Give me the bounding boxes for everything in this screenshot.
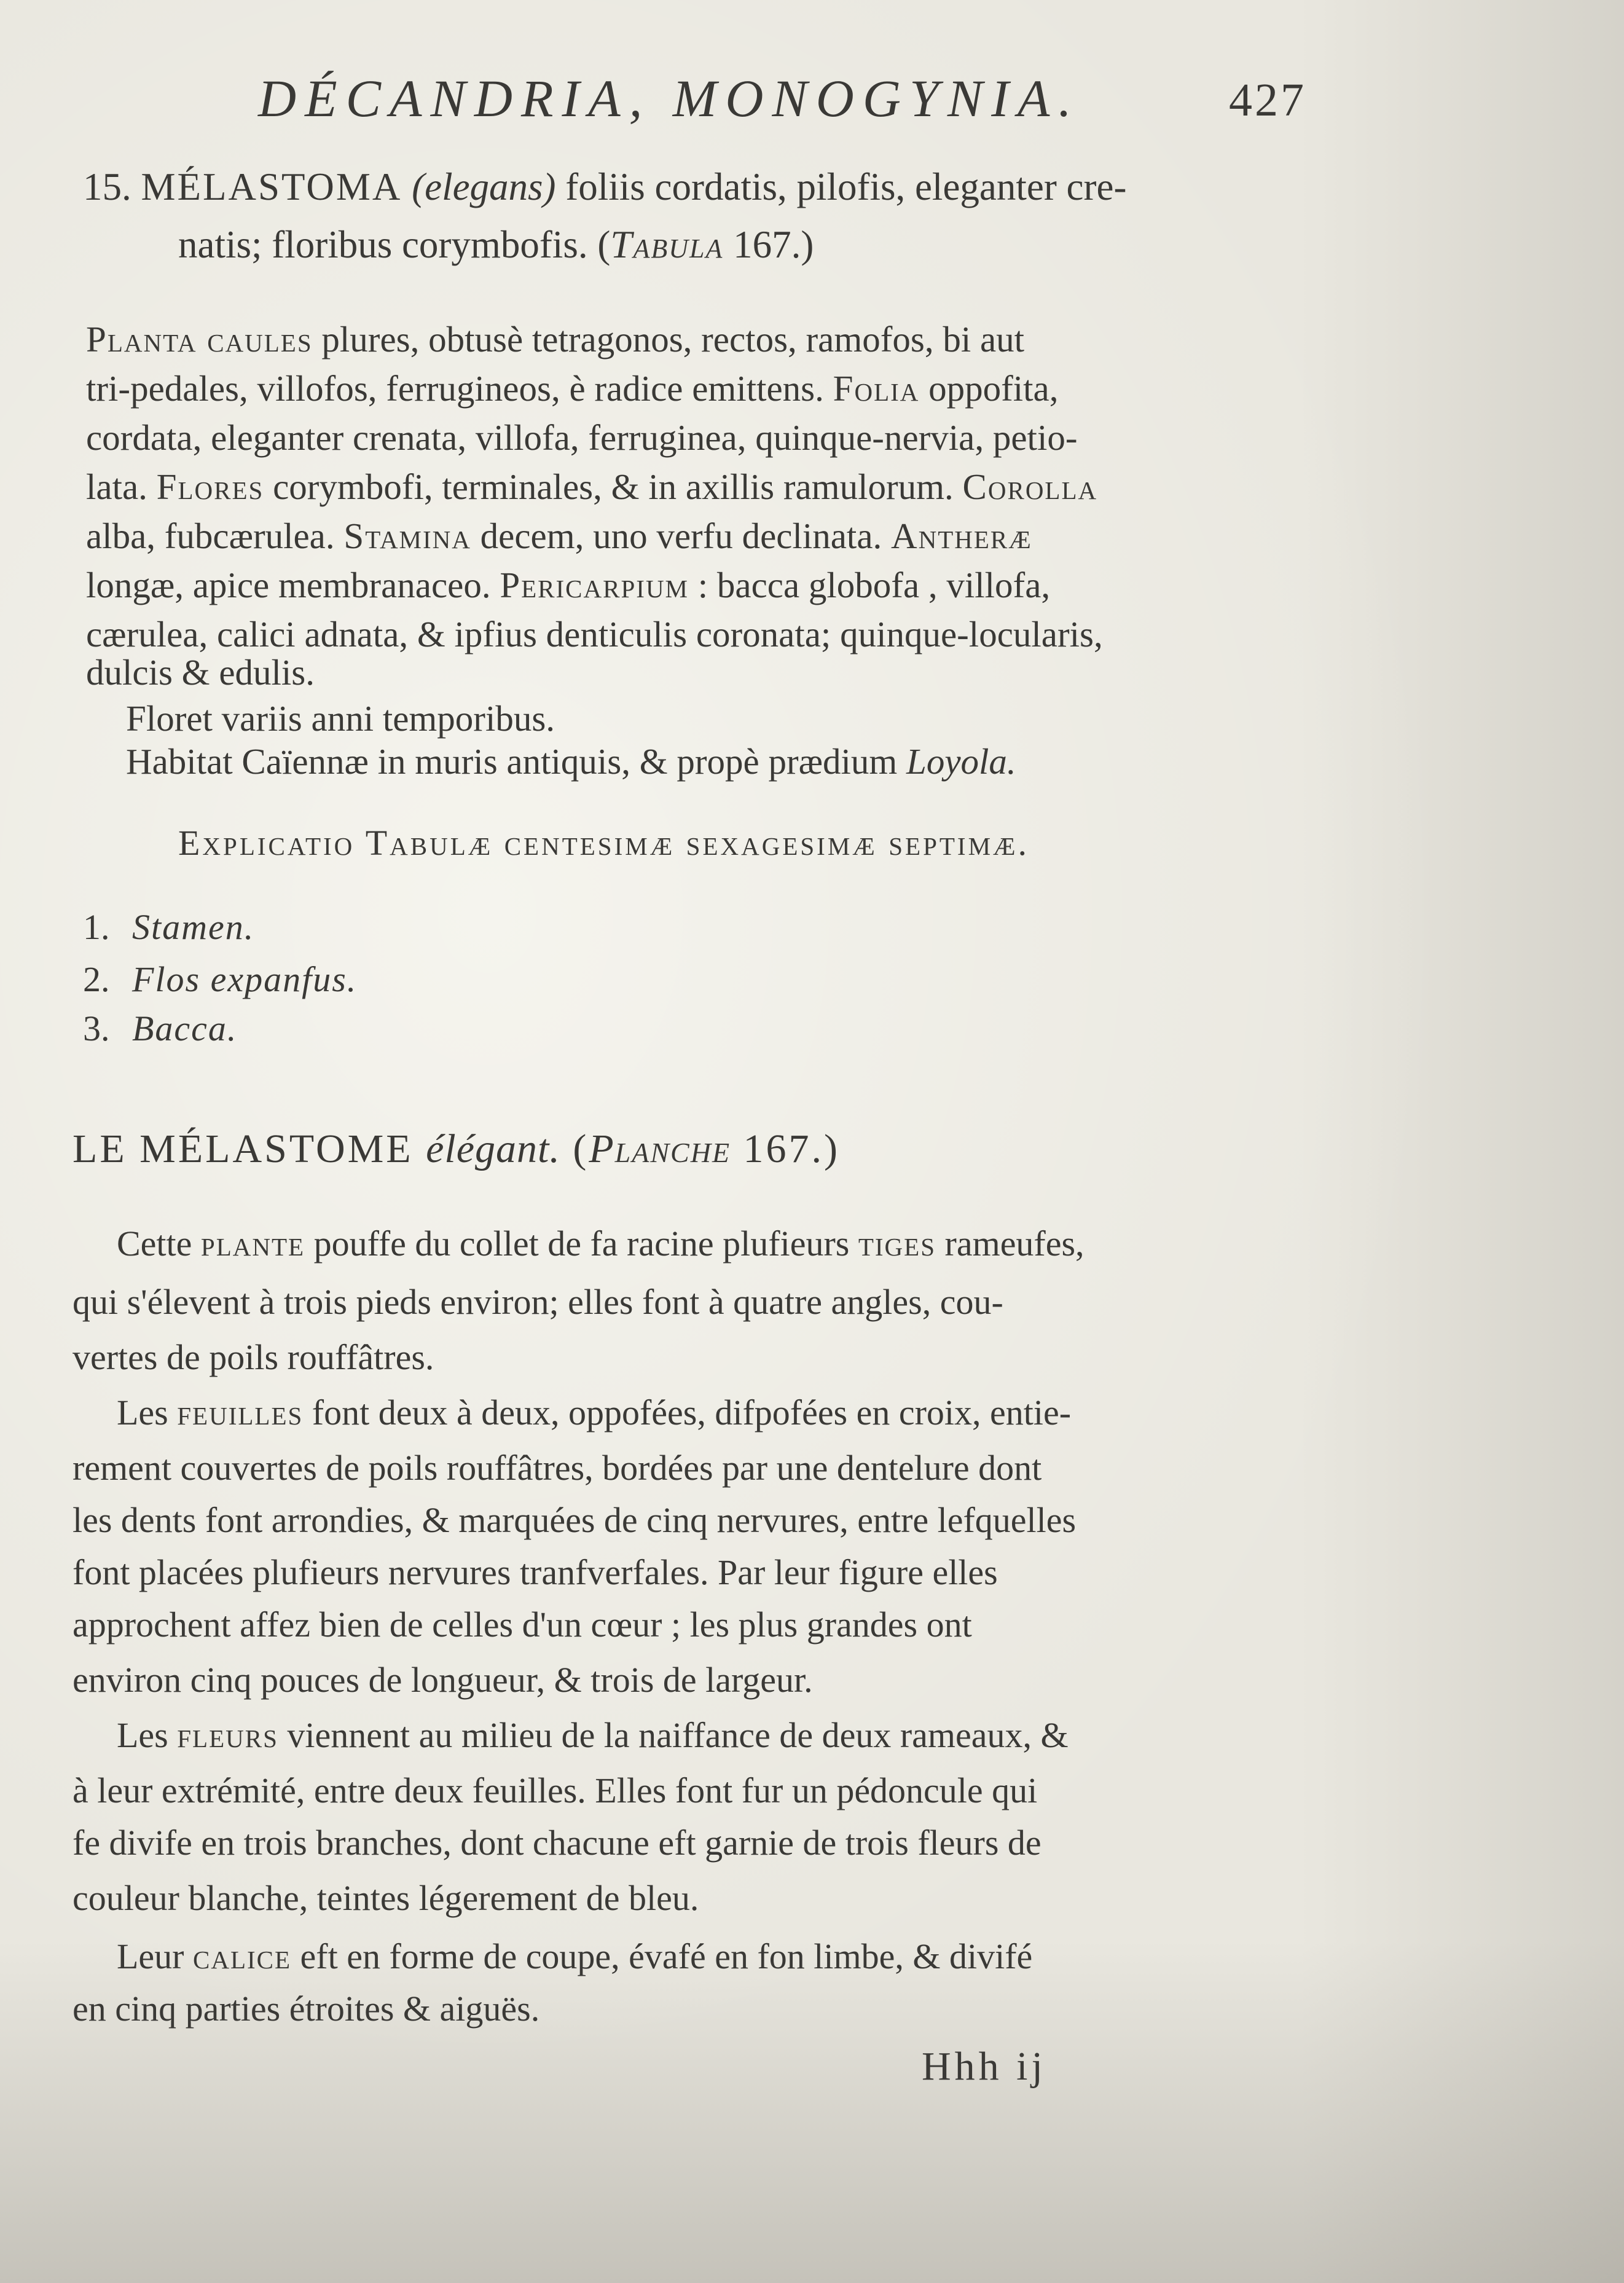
latin-line-8: [86, 651, 1315, 694]
species-entry-line-2: [178, 222, 1284, 267]
latin-term-stamina: Stamina: [343, 516, 471, 556]
french-p3-line-4: couleur blanche, teintes légerement de bleu.: [73, 1878, 699, 1918]
latin-term-pericarpium: Pericarpium: [500, 565, 689, 605]
latin-text: decem, uno verfu declinata.: [471, 516, 891, 556]
french-p3-line-3: fe divife en trois branches, dont chacune eft garnie de trois fleurs de: [73, 1823, 1041, 1863]
planche-number: 167.): [731, 1126, 841, 1171]
french-term-fleurs: fleurs: [177, 1715, 278, 1755]
figure-label: Flos expanfus.: [132, 959, 358, 999]
latin-line-4: [86, 466, 1315, 508]
french-text: pouffe du collet de fa racine plufieurs: [305, 1224, 858, 1263]
species-number: 15.: [83, 165, 131, 208]
latin-term-antherae: Antheræ: [891, 516, 1032, 556]
french-text: eft en forme de coupe, évafé en fon limbe, & divifé: [291, 1936, 1033, 1976]
latin-text: dulcis & edulis.: [86, 652, 315, 693]
latin-text: cordata, eleganter crenata, villofa, ferruginea, quinque-nervia, petio-: [86, 417, 1078, 458]
french-text: viennent au milieu de la naiffance de deux rameaux, &: [278, 1715, 1069, 1755]
latin-line-6: [86, 564, 1315, 607]
french-term-feuilles: feuilles: [177, 1393, 304, 1432]
french-text: font deux à deux, oppofées, difpofées en croix, entie-: [303, 1393, 1072, 1432]
figure-item: [83, 959, 357, 1000]
latin-line-3: [86, 417, 1315, 459]
running-head: DÉCANDRIA, MONOGYNIA.: [258, 69, 1080, 128]
french-heading-name: LE MÉLASTOME: [73, 1126, 426, 1171]
french-text: Cette: [117, 1224, 201, 1263]
habitat-place: Loyola.: [906, 741, 1016, 782]
french-text: Les: [117, 1393, 178, 1432]
species-diagnosis-part-1: foliis cordatis, pilofis, eleganter cre-: [555, 165, 1127, 208]
latin-term-corolla: Corolla: [962, 466, 1098, 507]
french-term-calice: calice: [193, 1936, 292, 1976]
latin-text: tri-pedales, villofos, ferrugineos, è radice emittens.: [86, 368, 833, 409]
figure-number: 1.: [83, 907, 110, 947]
planche-ref: Planche: [589, 1126, 731, 1171]
french-heading-paren: (: [560, 1126, 589, 1171]
latin-text: plures, obtusè tetragonos, rectos, ramofos, bi aut: [312, 319, 1025, 360]
french-heading-epithet: élégant.: [426, 1126, 560, 1171]
french-p2-line-3: les dents font arrondies, & marquées de cinq nervures, entre lefquelles: [73, 1500, 1077, 1540]
signature-mark: Hhh ij: [922, 2044, 1046, 2089]
floret-line: Floret variis anni temporibus.: [126, 698, 555, 739]
latin-line-1: [86, 318, 1315, 361]
french-p3-line-2: à leur extrémité, entre deux feuilles. Elles font fur un pédoncule qui: [73, 1770, 1038, 1810]
latin-term-flores: Flores: [156, 466, 264, 507]
tabula-number: 167.): [723, 223, 814, 266]
french-p1-line-3: vertes de poils rouffâtres.: [73, 1337, 434, 1377]
latin-text: corymbofi, terminales, & in axillis ramulorum.: [264, 466, 963, 507]
latin-term-planta-caules: Planta caules: [86, 319, 313, 360]
figure-label: Bacca.: [132, 1008, 238, 1048]
species-diagnosis-part-2: natis; floribus corymbofis. (: [178, 223, 611, 266]
habitat-line: [126, 741, 1355, 783]
species-epithet: (elegans): [412, 165, 556, 208]
latin-line-7: [86, 613, 1315, 656]
figure-item: [83, 1008, 237, 1049]
explicatio-heading: Explicatio Tabulæ centesimæ sexagesimæ septimæ.: [178, 823, 1029, 863]
french-p2-line-4: font placées plufieurs nervures tranfverfales. Par leur figure elles: [73, 1552, 998, 1592]
french-heading: [73, 1126, 1240, 1173]
figure-number: 3.: [83, 1008, 110, 1048]
french-p3-line-1: [117, 1715, 1352, 1756]
french-term-plante: plante: [200, 1224, 305, 1263]
latin-text: oppofita,: [919, 368, 1059, 409]
latin-text: cærulea, calici adnata, & ipfius denticulis coronata; quinque-locularis,: [86, 614, 1103, 654]
french-p2-line-5: approchent affez bien de celles d'un cœur ; les plus grandes ont: [73, 1605, 972, 1644]
french-p4-line-2: en cinq parties étroites & aiguës.: [73, 1989, 540, 2029]
habitat-text: Habitat Caïennæ in muris antiquis, & propè prædium: [126, 741, 906, 782]
french-p2-line-2: rement couvertes de poils rouffâtres, bordées par une dentelure dont: [73, 1448, 1042, 1488]
figure-item: [83, 906, 254, 948]
latin-text: lata.: [86, 466, 157, 507]
page-number: 427: [1229, 74, 1306, 126]
french-text: rameufes,: [936, 1224, 1085, 1263]
french-p2-line-1: [117, 1392, 1352, 1433]
tabula-ref: Tabula: [610, 223, 724, 266]
latin-text: : bacca globofa , villofa,: [689, 565, 1051, 605]
french-p2-line-6: environ cinq pouces de longueur, & trois de largeur.: [73, 1660, 813, 1700]
genus-name: MÉLASTOMA: [141, 165, 402, 208]
french-term-tiges: tiges: [858, 1224, 936, 1263]
latin-line-2: [86, 367, 1315, 410]
french-p1-line-1: [117, 1223, 1352, 1264]
french-text: Les: [117, 1715, 178, 1755]
figure-label: Stamen.: [132, 907, 255, 947]
french-p4-line-1: [117, 1936, 1352, 1977]
figure-number: 2.: [83, 959, 110, 999]
french-p1-line-2: qui s'élevent à trois pieds environ; elles font à quatre angles, cou-: [73, 1282, 1003, 1322]
latin-term-folia: Folia: [833, 368, 920, 409]
french-text: Leur: [117, 1936, 193, 1976]
latin-line-5: [86, 515, 1315, 557]
latin-text: alba, fubcærulea.: [86, 516, 344, 556]
latin-text: longæ, apice membranaceo.: [86, 565, 500, 605]
species-entry-line-1: [83, 165, 1336, 210]
